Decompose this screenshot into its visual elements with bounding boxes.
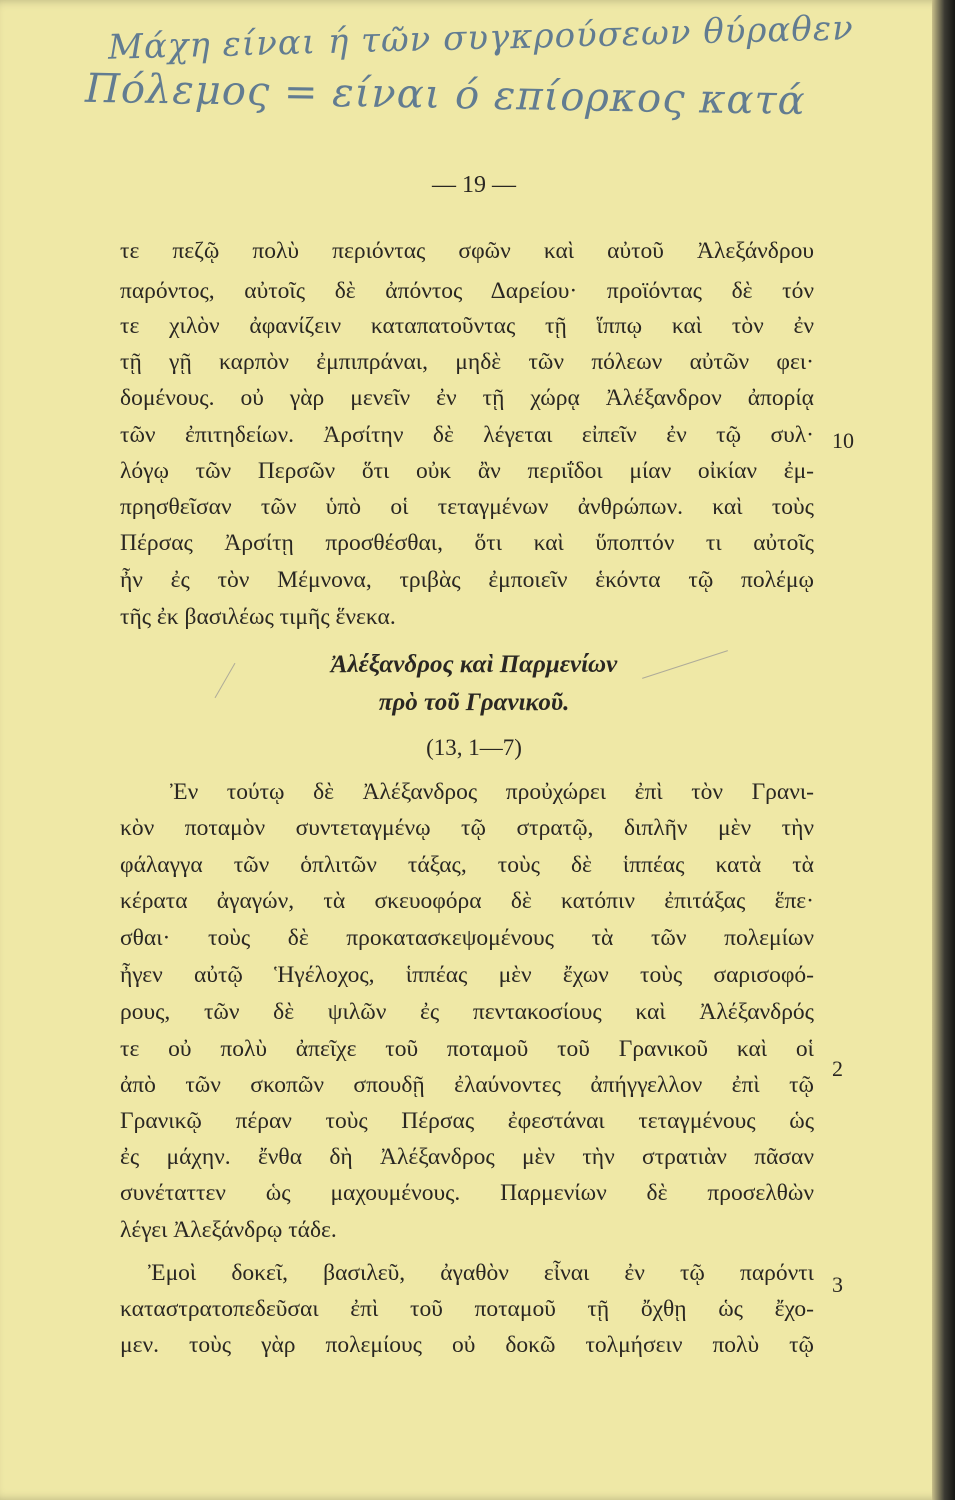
text-line: ἀπὸ τῶν σκοπῶν σπουδῇ ἐλαύνοντες ἀπήγγελλον ἐπὶ τῷ [120, 1072, 814, 1098]
text-line: μεν. τοὺς γὰρ πολεμίους οὐ δοκῶ τολμήσειν πολὺ τῷ [120, 1332, 814, 1358]
text-line: κὸν ποταμὸν συντεταγμένῳ τῷ στρατῷ, διπλῆν μὲν τὴν [120, 815, 814, 841]
text-line: πρησθεῖσαν τῶν ὑπὸ οἱ τεταγμένων ἀνθρώπων. καὶ τοὺς [120, 494, 814, 520]
text-line: τε χιλὸν ἀφανίζειν καταπατοῦντας τῇ ἵππῳ καὶ τὸν ἐν [120, 313, 814, 339]
text-line: καταστρατοπεδεῦσαι ἐπὶ τοῦ ποταμοῦ τῇ ὄχθῃ ὡς ἔχο- [120, 1296, 814, 1322]
text-line: τε πεζῷ πολὺ περιόντας σφῶν καὶ αὐτοῦ Ἀλεξάνδρου [120, 238, 814, 264]
margin-line-number: 10 [832, 428, 854, 453]
section-reference: (13, 1—7) [426, 735, 522, 760]
section-title-line-1: Ἀλέξανδρος καὶ Παρμενίων [330, 651, 618, 678]
text-line: κέρατα ἀγαγών, τὰ σκευοφόρα δὲ κατόπιν ἐπιτάξας ἕπε· [120, 888, 814, 914]
margin-line-number: 3 [832, 1272, 843, 1297]
section-title-line-2: πρὸ τοῦ Γρανικοῦ. [378, 689, 570, 716]
handwritten-note-line-1: Μάχη είναι ή τῶν συγκρούσεων θύραθεν [107, 8, 855, 68]
text-line: ρους, τῶν δὲ ψιλῶν ἐς πεντακοσίους καὶ Ἀλέξανδρός [120, 999, 814, 1025]
text-line: Γρανικῷ πέραν τοὺς Πέρσας ἐφεστάναι τεταγμένους ὡς [120, 1108, 814, 1134]
book-binding-edge [932, 0, 955, 1500]
text-line: παρόντος, αὐτοῖς δὲ ἀπόντος Δαρείου· προϊόντας δὲ τόν [120, 278, 814, 304]
text-line: φάλαγγα τῶν ὁπλιτῶν τάξας, τοὺς δὲ ἱππέας κατὰ τὰ [120, 852, 814, 878]
text-line: λέγει Ἀλεξάνδρῳ τάδε. [120, 1217, 337, 1243]
text-line: τῇ γῇ καρπὸν ἐμπιπράναι, μηδὲ τῶν πόλεων αὐτῶν φει· [120, 349, 814, 375]
text-line: τε οὐ πολὺ ἀπεῖχε τοῦ ποταμοῦ τοῦ Γρανικοῦ καὶ οἱ [120, 1036, 814, 1062]
text-line: σθαι· τοὺς δὲ προκατασκεψομένους τὰ τῶν πολεμίων [120, 925, 814, 951]
text-line: τῆς ἐκ βασιλέως τιμῆς ἕνεκα. [120, 604, 396, 630]
text-line: ἦγεν αὐτῷ Ἡγέλοχος, ἱππέας μὲν ἔχων τοὺς σαρισοφό- [120, 962, 814, 988]
text-line: δομένους. οὐ γὰρ μενεῖν ἐν τῇ χώρᾳ Ἀλέξανδρον ἀπορίᾳ [120, 385, 814, 411]
text-line: Ἐν τούτῳ δὲ Ἀλέξανδρος προὐχώρει ἐπὶ τὸν Γρανι- [170, 779, 814, 805]
text-line: Πέρσας Ἀρσίτῃ προσθέσθαι, ὅτι καὶ ὕποπτόν τι αὐτοῖς [120, 530, 814, 556]
handwritten-note-line-2: Πόλεμος = είναι ό επίορκος κατά [84, 65, 807, 125]
text-line: λόγῳ τῶν Περσῶν ὅτι οὐκ ἂν περιΐδοι μίαν οἰκίαν ἐμ- [120, 458, 814, 484]
text-line: συνέταττεν ὡς μαχουμένους. Παρμενίων δὲ προσελθὼν [120, 1180, 814, 1206]
page-number: — 19 — [432, 172, 516, 198]
text-line: ἦν ἐς τὸν Μέμνονα, τριβὰς ἐμποιεῖν ἑκόντα τῷ πολέμῳ [120, 567, 814, 593]
text-line: τῶν ἐπιτηδείων. Ἀρσίτην δὲ λέγεται εἰπεῖν ἐν τῷ συλ· [120, 422, 814, 448]
text-line: Ἐμοὶ δοκεῖ, βασιλεῦ, ἀγαθὸν εἶναι ἐν τῷ παρόντι [148, 1260, 814, 1286]
text-line: ἐς μάχην. ἔνθα δὴ Ἀλέξανδρος μὲν τὴν στρατιὰν πᾶσαν [120, 1144, 814, 1170]
margin-line-number: 2 [832, 1056, 843, 1081]
